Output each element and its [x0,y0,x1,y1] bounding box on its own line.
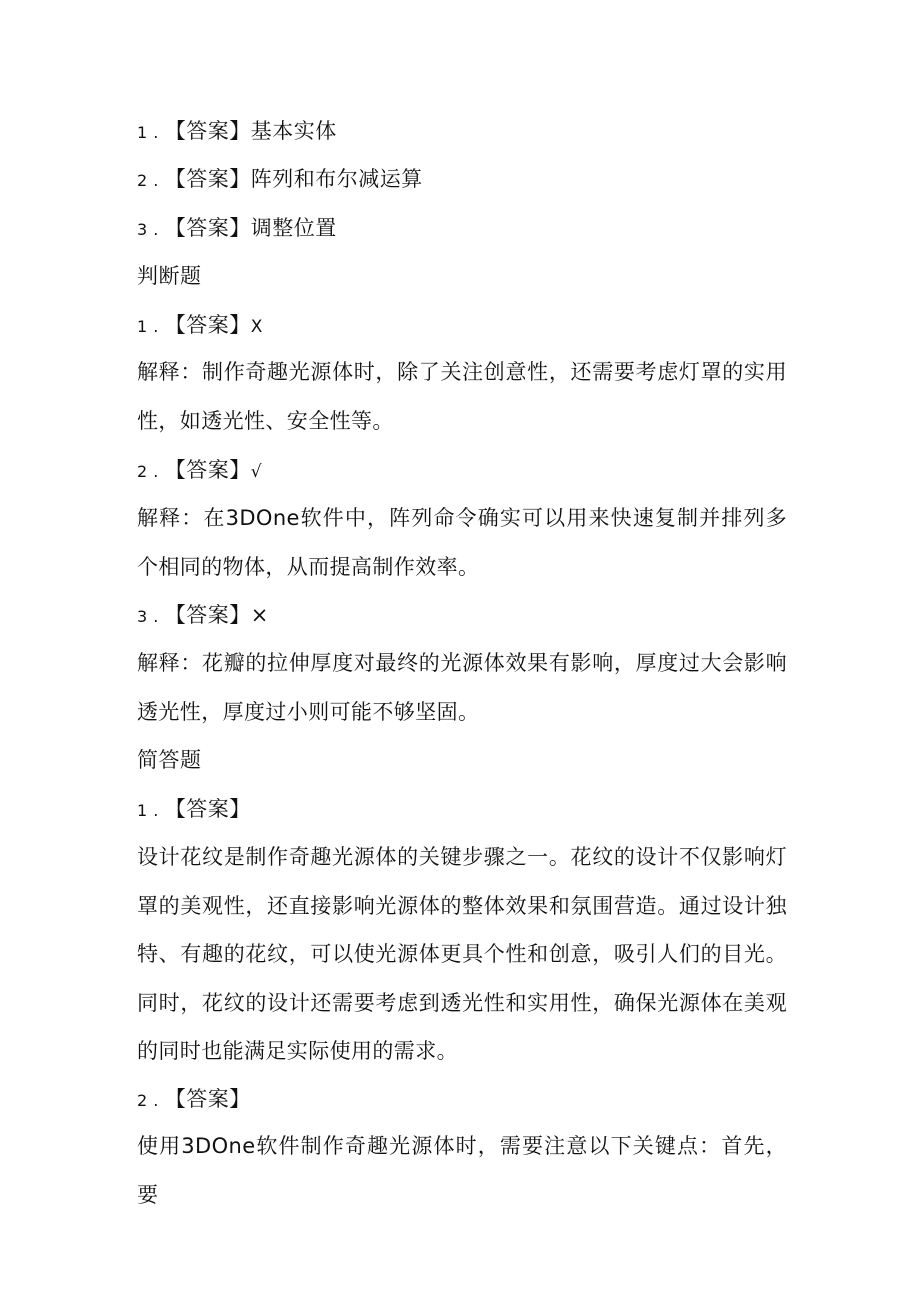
answer-label: 【答案】 [164,458,251,482]
tf-explanation-1: 解释：制作奇趣光源体时，除了关注创意性，还需要考虑灯罩的实用性，如透光性、安全性等。 [137,360,787,433]
item-number: 1 [137,317,148,336]
item-number: 2 [137,1091,148,1110]
item-separator: . [153,607,159,626]
item-number: 2 [137,171,148,190]
item-number: 1 [137,123,148,142]
answer-label: 【答案】 [164,216,251,240]
item-separator: . [153,317,159,336]
answer-label: 【答案】 [164,167,251,191]
item-number: 1 [137,801,148,820]
item-separator: . [153,1091,159,1110]
sa-answer-line-2 [137,1085,251,1115]
answer-line-3 [137,214,337,244]
tf-explanation-3: 解释：花瓣的拉伸厚度对最终的光源体效果有影响，厚度过大会影响透光性，厚度过小则可能不够坚固。 [137,651,787,724]
answer-label: 【答案】 [164,797,251,821]
section-heading-true-false: 判断题 [137,264,202,288]
answer-label: 【答案】 [164,603,251,627]
item-separator: . [153,123,159,142]
item-number: 3 [137,607,148,626]
tf-answer-line-3 [137,601,269,631]
item-number: 2 [137,462,148,481]
item-separator: . [153,462,159,481]
answer-text: × [250,603,269,627]
sa-answer-line-1 [137,795,251,825]
answer-line-1 [137,117,337,147]
answer-label: 【答案】 [164,313,251,337]
sa-answer-paragraph-2: 使用3DOne软件制作奇趣光源体时，需要注意以下关键点：首先，要 [137,1134,787,1207]
answer-text: X [250,317,263,337]
answer-label: 【答案】 [164,1087,251,1111]
section-heading-short-answer: 简答题 [137,748,202,772]
answer-text: 基本实体 [250,119,337,143]
item-separator: . [153,171,159,190]
item-number: 3 [137,220,148,239]
tf-explanation-2: 解释：在3DOne软件中，阵列命令确实可以用来快速复制并排列多个相同的物体，从而提高制作效率。 [137,506,787,579]
item-separator: . [153,220,159,239]
answer-line-2 [137,165,423,195]
answer-text: 阵列和布尔减运算 [250,167,423,191]
answer-text: 调整位置 [250,216,337,240]
item-separator: . [153,801,159,820]
answer-text: √ [250,462,263,482]
sa-answer-paragraph-1: 设计花纹是制作奇趣光源体的关键步骤之一。花纹的设计不仅影响灯罩的美观性，还直接影响光源体的整体效果和氛围营造。通过设计独特、有趣的花纹，可以使光源体更具个性和创意，吸引人们的目光。同时，花纹的设计还需要考虑到透光性和实用性，确保光源体在美观的同时也能满足实际使用的需求。 [137,845,787,1063]
answer-label: 【答案】 [164,119,251,143]
tf-answer-line-2 [137,456,262,486]
tf-answer-line-1 [137,311,263,341]
